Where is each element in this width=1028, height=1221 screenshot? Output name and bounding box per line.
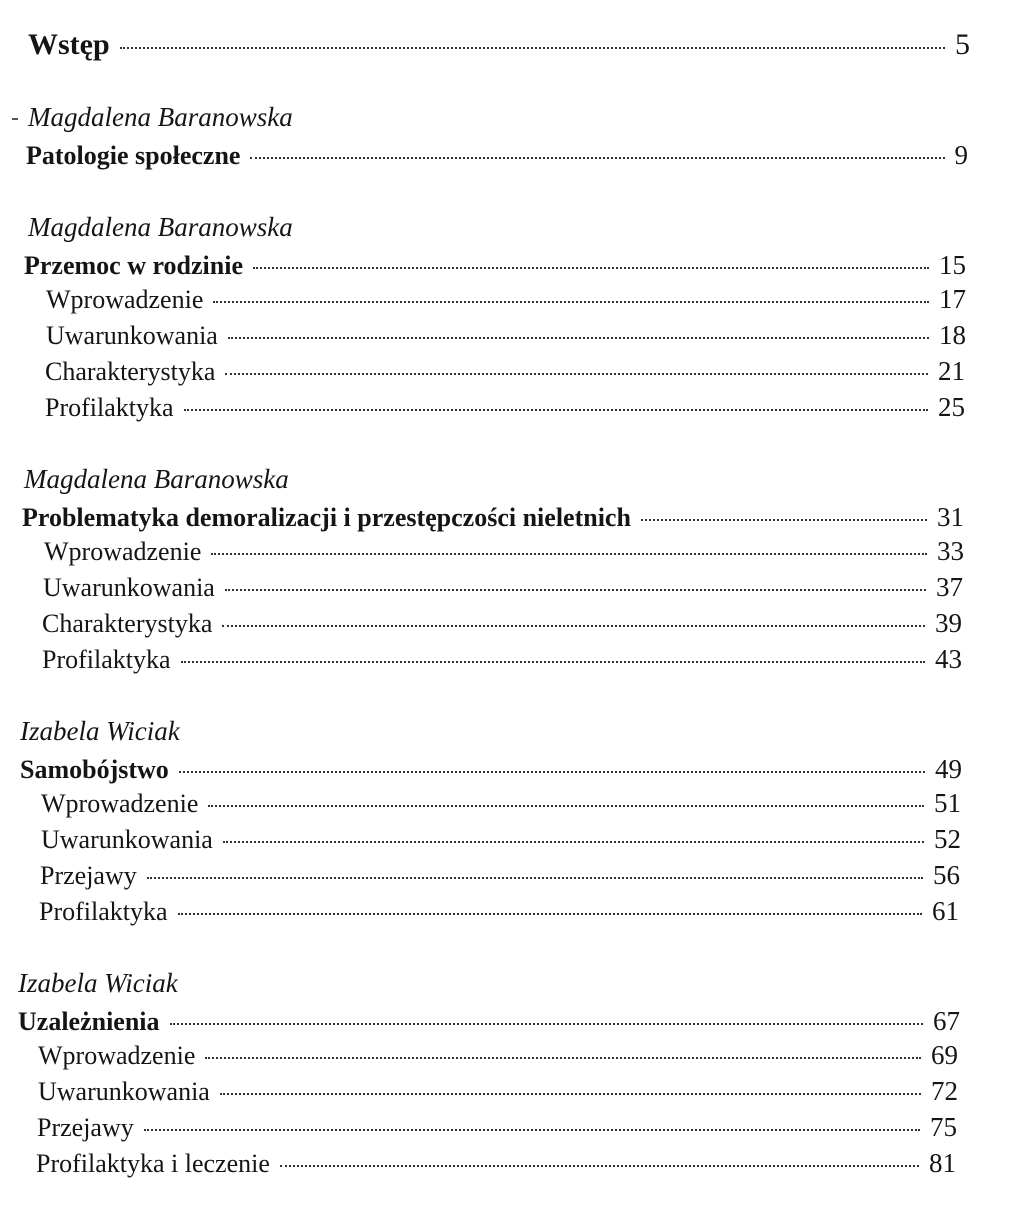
toc-entry-page: 52 [934, 824, 961, 854]
toc-entry-page: 31 [937, 502, 964, 532]
toc-entry-page: 67 [933, 1006, 960, 1036]
toc-entry-subsection [46, 284, 966, 320]
dot-leader [147, 877, 923, 879]
toc-entry-subsection [45, 392, 965, 428]
dot-leader [250, 157, 944, 159]
dot-leader [184, 409, 928, 411]
toc-entry-title: Profilaktyka [45, 393, 174, 422]
toc-entry-page: 75 [930, 1112, 957, 1142]
section-author: Izabela Wiciak [20, 716, 180, 746]
toc-entry-title: Problematyka demoralizacji i przestępczości nieletnich [22, 503, 631, 532]
toc-entry-page: 39 [935, 608, 962, 638]
toc-entry-page: 21 [938, 356, 965, 386]
toc-entry-page: 56 [933, 860, 960, 890]
toc-entry-subsection [37, 1112, 957, 1148]
dot-leader [211, 553, 927, 555]
toc-entry-section [26, 140, 968, 176]
toc-entry-subsection [36, 1148, 956, 1184]
dot-leader [120, 47, 945, 49]
dot-leader [205, 1057, 921, 1059]
toc-entry-page: 81 [929, 1148, 956, 1178]
toc-entry-subsection [39, 896, 959, 932]
dot-leader [641, 519, 927, 521]
toc-entry-page: 43 [935, 644, 962, 674]
toc-entry-subsection [43, 572, 963, 608]
toc-entry-page: 9 [954, 140, 968, 170]
toc-entry-title: Profilaktyka i leczenie [36, 1149, 270, 1178]
toc-entry-page: 49 [935, 754, 962, 784]
toc-entry-page: 18 [939, 320, 966, 350]
toc-entry-page: 33 [937, 536, 964, 566]
dot-leader [220, 1093, 921, 1095]
dot-leader [228, 337, 929, 339]
toc-entry-page: 61 [932, 896, 959, 926]
toc-entry-page: 25 [938, 392, 965, 422]
toc-entry-title: Charakterystyka [45, 357, 216, 386]
toc-entry-subsection [42, 608, 962, 644]
dot-leader [280, 1165, 919, 1167]
toc-entry-section [24, 250, 966, 286]
toc-entry-title: Samobójstwo [20, 755, 169, 784]
toc-entry-page: 37 [936, 572, 963, 602]
scan-mark [12, 118, 18, 120]
section-author: Izabela Wiciak [18, 968, 178, 998]
toc-entry-subsection [38, 1040, 958, 1076]
dot-leader [170, 1023, 923, 1025]
dot-leader [178, 913, 922, 915]
toc-entry-title: Uwarunkowania [43, 573, 215, 602]
dot-leader [222, 625, 925, 627]
toc-entry-page: 15 [939, 250, 966, 280]
toc-entry-page: 69 [931, 1040, 958, 1070]
dot-leader [179, 771, 925, 773]
dot-leader [223, 841, 924, 843]
toc-entry-title: Wprowadzenie [44, 537, 202, 566]
toc-entry-subsection [45, 356, 965, 392]
toc-entry-title: Przejawy [37, 1113, 134, 1142]
toc-entry-subsection [40, 860, 960, 896]
toc-entry-subsection [41, 788, 961, 824]
toc-entry-title: Profilaktyka [42, 645, 171, 674]
toc-entry-section [22, 502, 964, 538]
section-author: Magdalena Baranowska [28, 212, 293, 242]
toc-entry-title: Patologie społeczne [26, 141, 241, 170]
toc-entry-title: Charakterystyka [42, 609, 213, 638]
toc-entry-subsection [41, 824, 961, 860]
toc-entry-section [20, 754, 962, 790]
toc-entry-page: 51 [934, 788, 961, 818]
dot-leader [225, 373, 928, 375]
toc-entry-subsection [46, 320, 966, 356]
toc-entry-page: 17 [939, 284, 966, 314]
toc-entry-title: Wprowadzenie [38, 1041, 196, 1070]
toc-entry-subsection [44, 536, 964, 572]
toc-entry-subsection [42, 644, 962, 680]
toc-entry-title: Uzależnienia [18, 1007, 160, 1036]
toc-entry-title: Przejawy [40, 861, 137, 890]
dot-leader [181, 661, 925, 663]
toc-entry-title: Uwarunkowania [41, 825, 213, 854]
toc-entry-title: Uwarunkowania [46, 321, 218, 350]
toc-entry-intro [28, 28, 970, 64]
dot-leader [253, 267, 929, 269]
toc-entry-page: 5 [955, 28, 970, 61]
section-author: Magdalena Baranowska [24, 464, 289, 494]
section-author: Magdalena Baranowska [28, 102, 293, 132]
dot-leader [208, 805, 924, 807]
toc-entry-title: Uwarunkowania [38, 1077, 210, 1106]
toc-entry-section [18, 1006, 960, 1042]
toc-entry-subsection [38, 1076, 958, 1112]
toc-entry-title: Profilaktyka [39, 897, 168, 926]
dot-leader [213, 301, 929, 303]
toc-entry-title: Przemoc w rodzinie [24, 251, 243, 280]
dot-leader [144, 1129, 920, 1131]
toc-entry-page: 72 [931, 1076, 958, 1106]
toc-entry-title: Wstęp [28, 28, 110, 61]
toc-entry-title: Wprowadzenie [46, 285, 204, 314]
toc-entry-title: Wprowadzenie [41, 789, 199, 818]
dot-leader [225, 589, 926, 591]
